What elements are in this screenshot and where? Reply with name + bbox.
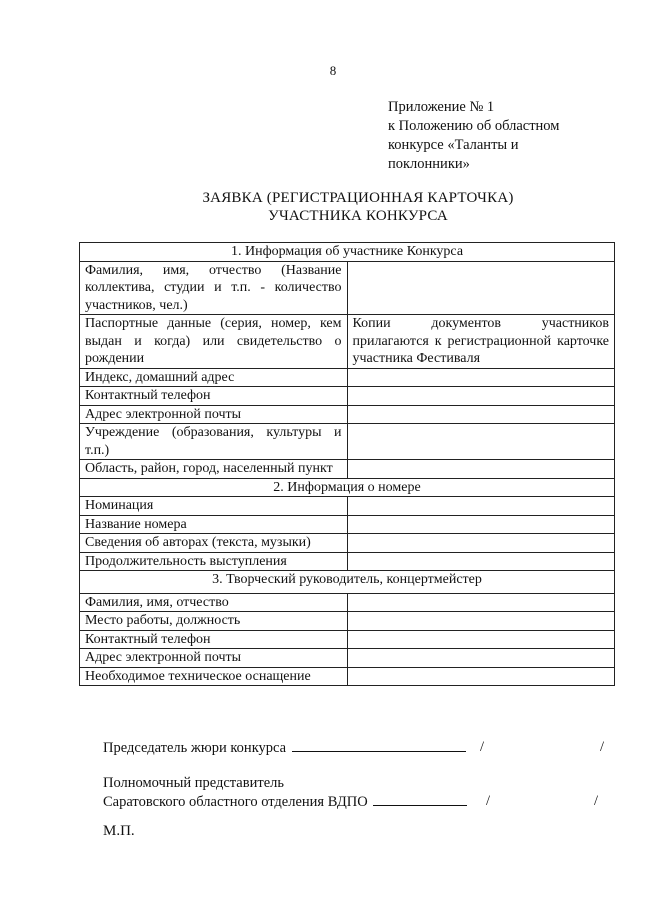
table-row xyxy=(80,405,615,424)
field-label: Номинация xyxy=(80,497,348,516)
field-label: Сведения об авторах (текста, музыки) xyxy=(80,534,348,553)
appendix-line: Приложение № 1 xyxy=(388,99,495,115)
title-line-2: УЧАСТНИКА КОНКУРСА xyxy=(268,208,448,224)
slash-separator: / xyxy=(486,793,491,809)
jury-chair-signature-row xyxy=(103,738,623,756)
field-label: Контактный телефон xyxy=(80,630,348,649)
section-header-performance xyxy=(80,478,615,497)
registration-form-table xyxy=(79,242,615,686)
table-row xyxy=(80,497,615,516)
field-value[interactable] xyxy=(347,612,615,631)
signature-line[interactable] xyxy=(292,738,466,752)
appendix-line: конкурсе «Таланты и xyxy=(388,137,519,153)
table-row xyxy=(80,649,615,668)
representative-title-row xyxy=(103,774,623,792)
field-label: Контактный телефон xyxy=(80,387,348,406)
field-label: Продолжительность выступления xyxy=(80,552,348,571)
field-label: Фамилия, имя, отчество xyxy=(80,593,348,612)
field-value[interactable] xyxy=(347,649,615,668)
appendix-line: поклонники» xyxy=(388,156,470,172)
field-value[interactable] xyxy=(347,593,615,612)
table-row xyxy=(80,315,615,369)
field-value[interactable] xyxy=(347,405,615,424)
field-value[interactable] xyxy=(347,424,615,460)
appendix-line: к Положению об областном xyxy=(388,118,560,134)
table-row xyxy=(80,552,615,571)
page-number: 8 xyxy=(329,63,337,78)
representative-signature-row xyxy=(103,792,623,810)
field-label: Учреждение (образования, культуры и т.п.) xyxy=(80,424,348,460)
slash-separator: / xyxy=(594,793,599,809)
table-row xyxy=(80,515,615,534)
field-label: Индекс, домашний адрес xyxy=(80,368,348,387)
title-line-1: ЗАЯВКА (РЕГИСТРАЦИОННАЯ КАРТОЧКА) xyxy=(202,190,514,206)
field-value[interactable] xyxy=(347,460,615,479)
signature-block xyxy=(103,738,623,810)
table-row xyxy=(80,612,615,631)
slash-separator: / xyxy=(600,739,605,755)
table-row xyxy=(80,460,615,479)
stamp-place: М.П. xyxy=(103,823,135,839)
field-value[interactable] xyxy=(347,515,615,534)
representative-label-line1: Полномочный представитель xyxy=(103,775,284,791)
section-title: 1. Информация об участнике Конкурса xyxy=(80,243,615,262)
section-title: 2. Информация о номере xyxy=(80,478,615,497)
field-label: Адрес электронной почты xyxy=(80,649,348,668)
field-label: Паспортные данные (серия, номер, кем выдан и когда) или свидетельство о рождении xyxy=(80,315,348,369)
field-value[interactable] xyxy=(347,630,615,649)
table-row xyxy=(80,534,615,553)
table-row xyxy=(80,387,615,406)
field-label: Фамилия, имя, отчество (Название коллектива, студии и т.п. - количество участников, чел.) xyxy=(80,261,348,315)
jury-chair-label: Председатель жюри конкурса xyxy=(103,740,287,756)
table-row xyxy=(80,593,615,612)
section-header-supervisor xyxy=(80,571,615,594)
signature-line[interactable] xyxy=(373,792,467,806)
table-row xyxy=(80,368,615,387)
table-row xyxy=(80,261,615,315)
field-value[interactable] xyxy=(347,387,615,406)
field-value[interactable] xyxy=(347,667,615,686)
field-value[interactable]: Копии документов участников прилагаются к регистрационной карточке участника Фестиваля xyxy=(347,315,615,369)
field-label: Необходимое техническое оснащение xyxy=(80,667,348,686)
representative-label-line2: Саратовского областного отделения ВДПО xyxy=(103,794,368,810)
appendix-note xyxy=(388,98,618,174)
table-row xyxy=(80,630,615,649)
field-value[interactable] xyxy=(347,497,615,516)
field-label: Адрес электронной почты xyxy=(80,405,348,424)
field-value[interactable] xyxy=(347,261,615,315)
field-value[interactable] xyxy=(347,534,615,553)
document-title xyxy=(0,189,666,225)
table-row xyxy=(80,667,615,686)
section-header-participant xyxy=(80,243,615,262)
field-label: Название номера xyxy=(80,515,348,534)
field-label: Место работы, должность xyxy=(80,612,348,631)
section-title: 3. Творческий руководитель, концертмейстер xyxy=(80,571,615,594)
field-value[interactable] xyxy=(347,368,615,387)
field-label: Область, район, город, населенный пункт xyxy=(80,460,348,479)
table-row xyxy=(80,424,615,460)
field-value[interactable] xyxy=(347,552,615,571)
slash-separator: / xyxy=(480,739,485,755)
